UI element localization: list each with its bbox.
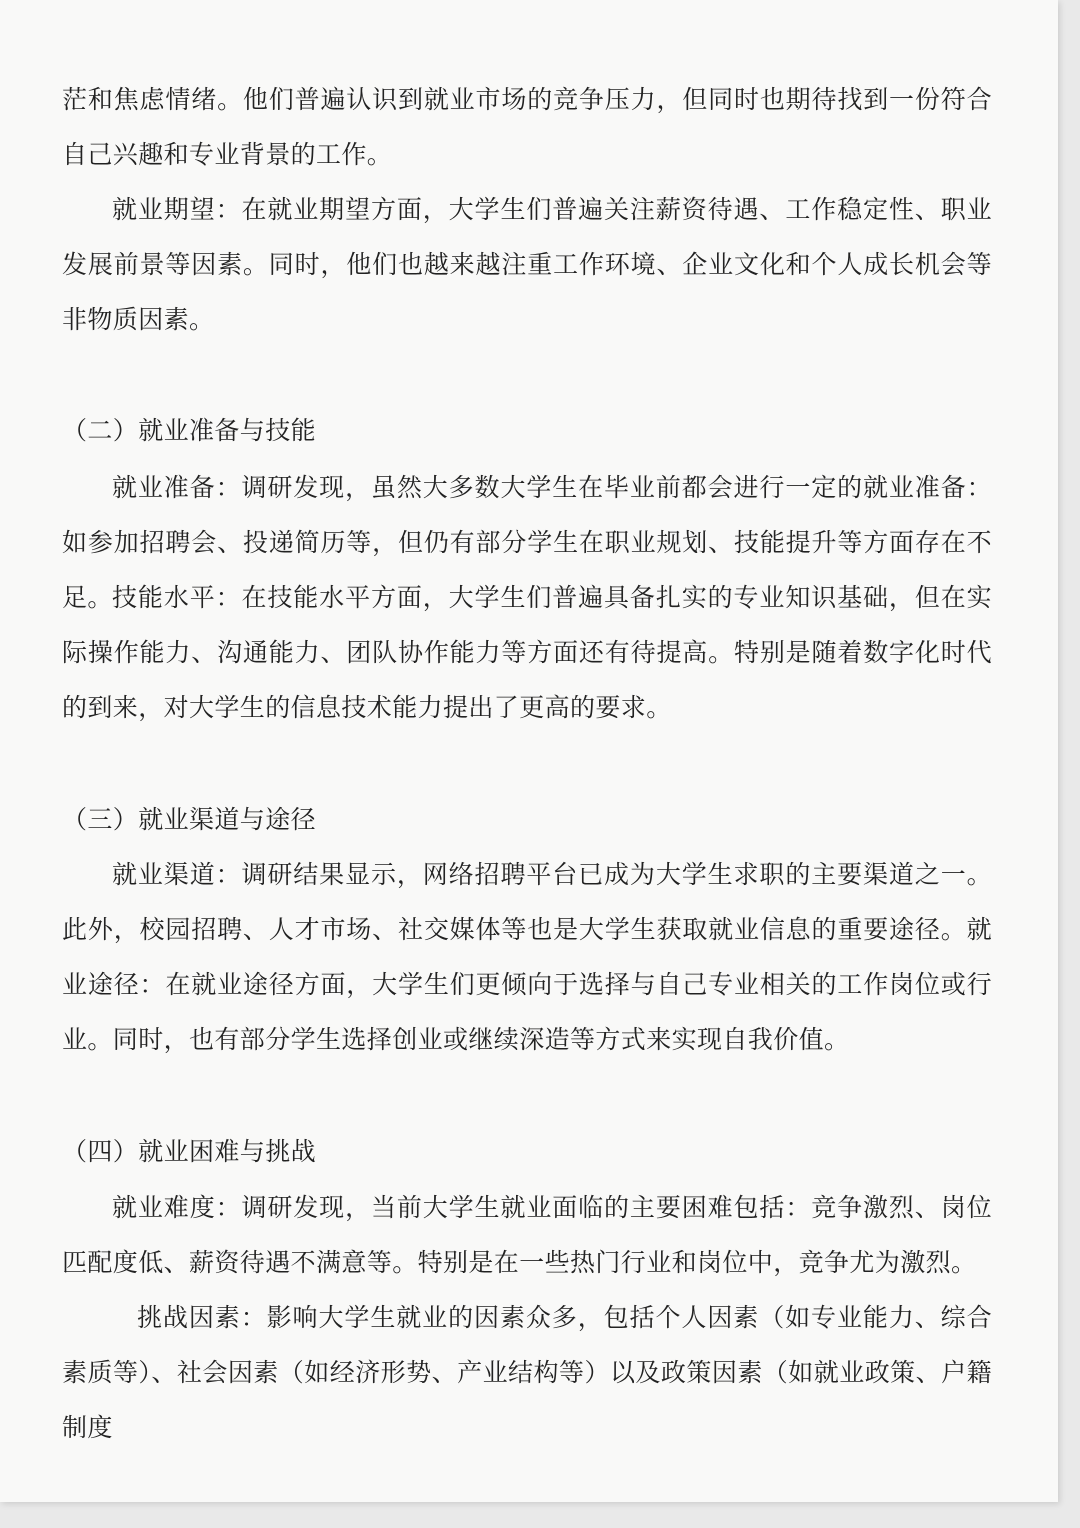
paragraph-challenge-factors: 挑战因素：影响大学生就业的因素众多，包括个人因素（如专业能力、综合素质等）、社会因素（如经济形势、产业结构等）以及政策因素（如就业政策、户籍制度: [62, 1303, 992, 1442]
paragraph-skill-level: 技能水平：在技能水平方面，大学生们普遍具备扎实的专业知识基础，但在实际操作能力、沟通能力、团队协作能力等方面还有待提高。特别是随着数字化时代的到来，对大学生的信息技术能力提出了更高的要求。: [62, 583, 992, 722]
section-heading-channels: （三）就业渠道与途径: [62, 805, 317, 834]
paragraph-employment-difficulty: 就业难度：调研发现，当前大学生就业面临的主要困难包括：竞争激烈、岗位匹配度低、薪资待遇不满意等。特别是在一些热门行业和岗位中，竞争尤为激烈。: [62, 1193, 992, 1277]
paragraph-continuation: 茫和焦虑情绪。他们普遍认识到就业市场的竞争压力，但同时也期待找到一份符合自己兴趣和专业背景的工作。: [62, 85, 992, 169]
section-heading-difficulties: （四）就业困难与挑战: [62, 1137, 317, 1166]
paragraph-employment-preparation: 就业准备：调研发现，虽然大多数大学生在毕业前都会进行一定的就业准备：如参加招聘会、投递简历等，但仍有部分学生在职业规划、技能提升等方面存在不足。: [62, 473, 992, 612]
section-heading-preparation-skills: （二）就业准备与技能: [62, 416, 317, 445]
paragraph-employment-channels: 就业渠道：调研结果显示，网络招聘平台已成为大学生求职的主要渠道之一。此外，校园招聘、人才市场、社交媒体等也是大学生获取就业信息的重要途径。就业途径：在就业途径方面，大学生们更倾向于选择与自己专业相关的工作岗位或行业。同时，也有部分学生选择创业或继续深造等方式来实现自我价值。: [62, 860, 992, 1054]
paragraph-employment-expectation: 就业期望：在就业期望方面，大学生们普遍关注薪资待遇、工作稳定性、职业发展前景等因素。同时，他们也越来越注重工作环境、企业文化和个人成长机会等非物质因素。: [62, 195, 992, 334]
